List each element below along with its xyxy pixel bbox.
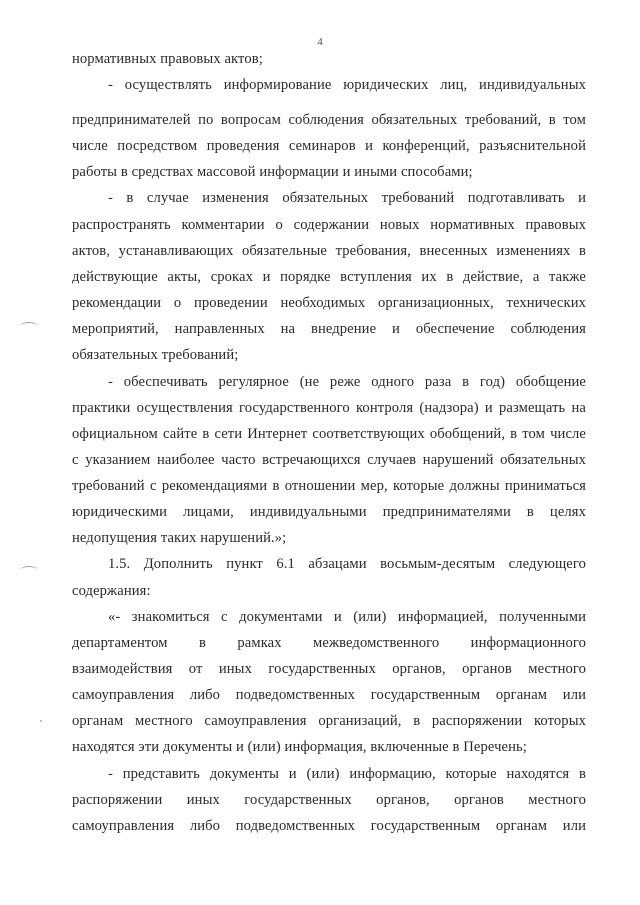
page-number: 4 bbox=[317, 36, 323, 48]
text-line: департаментом в рамках межведомственного информационного bbox=[72, 635, 586, 651]
text-line: предпринимателей по вопросам соблюдения обязательных требований, в том bbox=[72, 112, 586, 128]
text-line: мероприятий, направленных на внедрение и обеспечение соблюдения bbox=[72, 321, 586, 337]
scan-mark bbox=[20, 322, 38, 331]
text-line: недопущения таких нарушений.»; bbox=[72, 530, 287, 546]
text-line: официальном сайте в сети Интернет соответствующих обобщений, в том числе bbox=[72, 426, 586, 442]
text-line: с указанием наиболее часто встречающихся случаев нарушений обязательных bbox=[72, 452, 586, 468]
text-line: распоряжении иных государственных органов, органов местного bbox=[72, 792, 586, 808]
text-line: - в случае изменения обязательных требований подготавливать и bbox=[108, 190, 586, 206]
text-line: содержания: bbox=[72, 583, 151, 599]
text-line: 1.5. Дополнить пункт 6.1 абзацами восьмым-десятым следующего bbox=[108, 556, 586, 572]
text-line: «- знакомиться с документами и (или) информацией, полученными bbox=[108, 609, 586, 625]
text-line: практики осуществления государственного контроля (надзора) и размещать на bbox=[72, 400, 586, 416]
text-line: актов, устанавливающих обязательные требования, внесенных изменениях в bbox=[72, 243, 586, 259]
text-line: числе посредством проведения семинаров и конференций, разъяснительной bbox=[72, 138, 586, 154]
text-line: находятся эти документы и (или) информация, включенные в Перечень; bbox=[72, 739, 527, 755]
text-line: взаимодействия от иных государственных органов, органов местного bbox=[72, 661, 586, 677]
scan-mark bbox=[20, 566, 38, 575]
text-line: - представить документы и (или) информацию, которые находятся в bbox=[108, 766, 586, 782]
text-line: самоуправления либо подведомственных государственным органам или bbox=[72, 687, 586, 703]
text-line: - обеспечивать регулярное (не реже одного раза в год) обобщение bbox=[108, 374, 586, 390]
text-line: требований с рекомендациями в отношении мер, которые должны приниматься bbox=[72, 478, 586, 494]
text-line: юридическими лицами, индивидуальными предпринимателями в целях bbox=[72, 504, 586, 520]
text-line: работы в средствах массовой информации и иными способами; bbox=[72, 164, 473, 180]
text-line: - осуществлять информирование юридических лиц, индивидуальных bbox=[108, 77, 586, 93]
text-line: распространять комментарии о содержании новых нормативных правовых bbox=[72, 217, 586, 233]
text-line: нормативных правовых актов; bbox=[72, 51, 263, 67]
text-line: обязательных требований; bbox=[72, 347, 239, 363]
text-line: рекомендации о проведении необходимых организационных, технических bbox=[72, 295, 586, 311]
text-line: органам местного самоуправления организаций, в распоряжении которых bbox=[72, 713, 586, 729]
text-line: действующие акты, сроках и порядке вступления их в действие, а также bbox=[72, 269, 586, 285]
scan-speck bbox=[40, 720, 42, 722]
text-line: самоуправления либо подведомственных государственным органам или bbox=[72, 818, 586, 834]
